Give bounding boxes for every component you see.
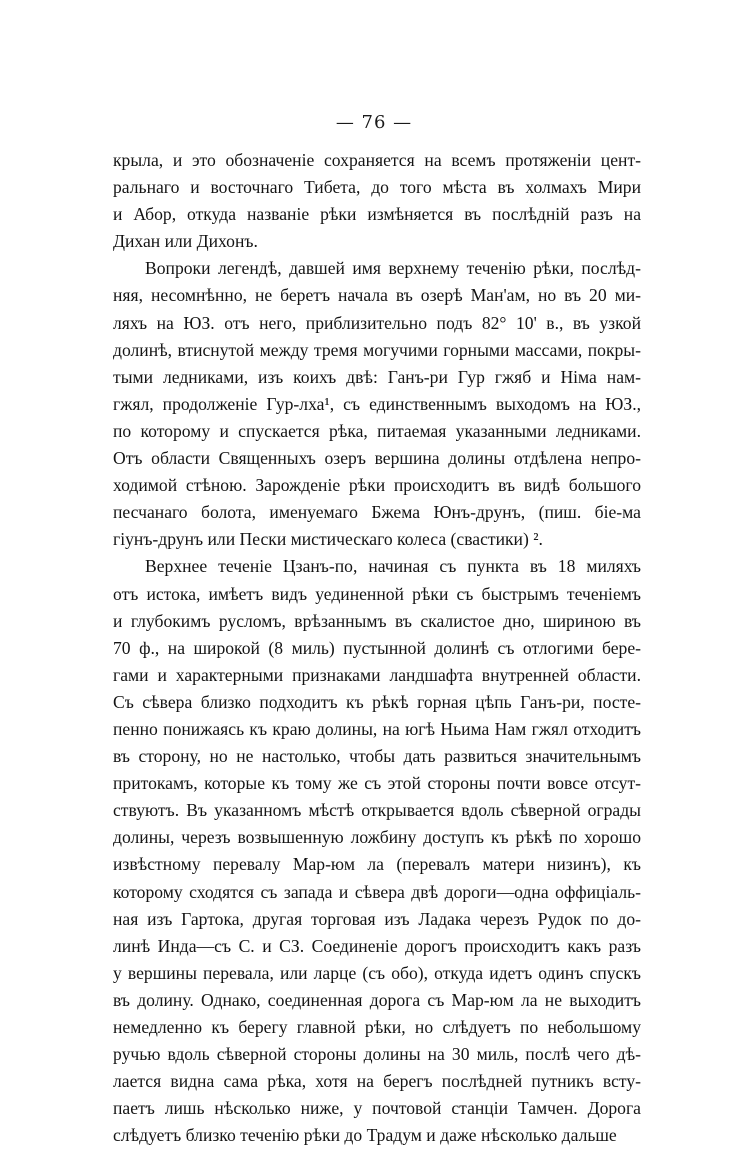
text-line: въ сторону, но не настолько, чтобы дать развиться значительнымъ [113, 746, 641, 767]
text-line: линѣ Инда—съ С. и СЗ. Соединеніе дорогъ происходитъ какъ разъ [113, 935, 641, 956]
text-line: ствуютъ. Въ указанномъ мѣстѣ открывается вдоль сѣверной ограды [113, 800, 641, 821]
text-line: ходимой стѣною. Зарожденіе рѣки происходитъ въ видѣ большого [113, 475, 641, 496]
text-line: по которому и спускается рѣка, питаемая указанными ледниками. [113, 420, 641, 441]
page-number: — 76 — [335, 112, 413, 133]
text-line: ручью вдоль сѣверной стороны долины на 30 миль, послѣ чего дѣ- [113, 1044, 641, 1065]
text-line: долины, черезъ возвышенную ложбину доступъ къ рѣкѣ по хорошо [113, 827, 641, 848]
text-line: ральнаго и восточнаго Тибета, до того мѣста въ холмахъ Мири [113, 177, 641, 198]
paragraph [113, 553, 641, 1149]
text-line: притокамъ, которые къ тому же съ этой стороны почти вовсе отсут- [113, 773, 641, 794]
text-line: извѣстному перевалу Мар-юм ла (перевалъ матери низинъ), къ [113, 854, 641, 875]
text-line: Верхнее теченіе Цзанъ-по, начиная съ пункта въ 18 миляхъ [145, 556, 641, 577]
body-text [113, 147, 641, 1149]
text-line: ная изъ Гартока, другая торговая изъ Ладака черезъ Рудок по до- [113, 908, 641, 929]
text-line: немедленно къ берегу главной рѣки, но слѣдуетъ по небольшому [113, 1017, 641, 1037]
text-line: Дихан или Дихонъ. [113, 231, 258, 252]
text-line: которому сходятся съ запада и сѣвера двѣ дороги—одна оффиціаль- [113, 881, 641, 902]
text-line: отъ истока, имѣетъ видъ уединенной рѣки съ быстрымъ теченіемъ [113, 583, 641, 604]
text-line: гами и характерными признаками ландшафта внутренней области. [113, 664, 641, 685]
text-line: и глубокимъ русломъ, врѣзаннымъ въ скалистое дно, шириною въ [113, 610, 641, 631]
text-line: гіунъ-друнъ или Пески мистическаго колеса (свастики) ². [113, 529, 543, 550]
text-line: Вопроки легендѣ, давшей имя верхнему теченію рѣки, послѣд- [145, 258, 641, 279]
paragraph [113, 255, 641, 553]
text-line: няя, несомнѣнно, не беретъ начала въ озерѣ Ман'ам, но въ 20 ми- [113, 285, 641, 306]
text-line: у вершины перевала, или ларце (съ обо), откуда идетъ одинъ спускъ [113, 962, 641, 983]
text-line: лается видна сама рѣка, хотя на берегъ послѣдней путникъ всту- [113, 1071, 641, 1092]
text-line: и Абор, откуда названіе рѣки измѣняется въ послѣдній разъ на [113, 204, 641, 225]
text-line: 70 ф., на широкой (8 миль) пустынной долинѣ съ отлогими бере- [113, 637, 641, 658]
text-line: песчанаго болота, именуемаго Бжема Юнъ-друнъ, (пиш. біе-ма [113, 502, 641, 523]
text-line: крыла, и это обозначеніе сохраняется на всемъ протяженіи цент- [113, 150, 641, 170]
text-line: долинѣ, втиснутой между тремя могучими горными массами, покры- [113, 339, 641, 360]
text-line: слѣдуетъ близко теченію рѣки до Традум и даже нѣсколько дальше [113, 1125, 617, 1146]
paragraph [113, 147, 641, 255]
text-line: паетъ лишь нѣсколько ниже, у почтовой станціи Тамчен. Дорога [113, 1098, 641, 1119]
text-line: ляхъ на ЮЗ. отъ него, приблизительно подъ 82° 10' в., въ узкой [113, 312, 641, 333]
text-line: Отъ области Священныхъ озеръ вершина долины отдѣлена непро- [113, 448, 641, 469]
text-line: Съ сѣвера близко подходитъ къ рѣкѣ горная цѣпь Ганъ-ри, посте- [113, 691, 641, 712]
text-line: пенно понижаясь къ краю долины, на югѣ Ньима Нам гжял отходитъ [113, 718, 641, 739]
text-line: въ долину. Однако, соединенная дорога съ Мар-юм ла не выходитъ [113, 989, 641, 1010]
text-line: гжял, продолженіе Гур-лха¹, съ единственнымъ выходомъ на ЮЗ., [113, 393, 641, 414]
text-line: тыми ледниками, изъ коихъ двѣ: Ганъ-ри Гур гжяб и Німа нам- [113, 366, 641, 387]
